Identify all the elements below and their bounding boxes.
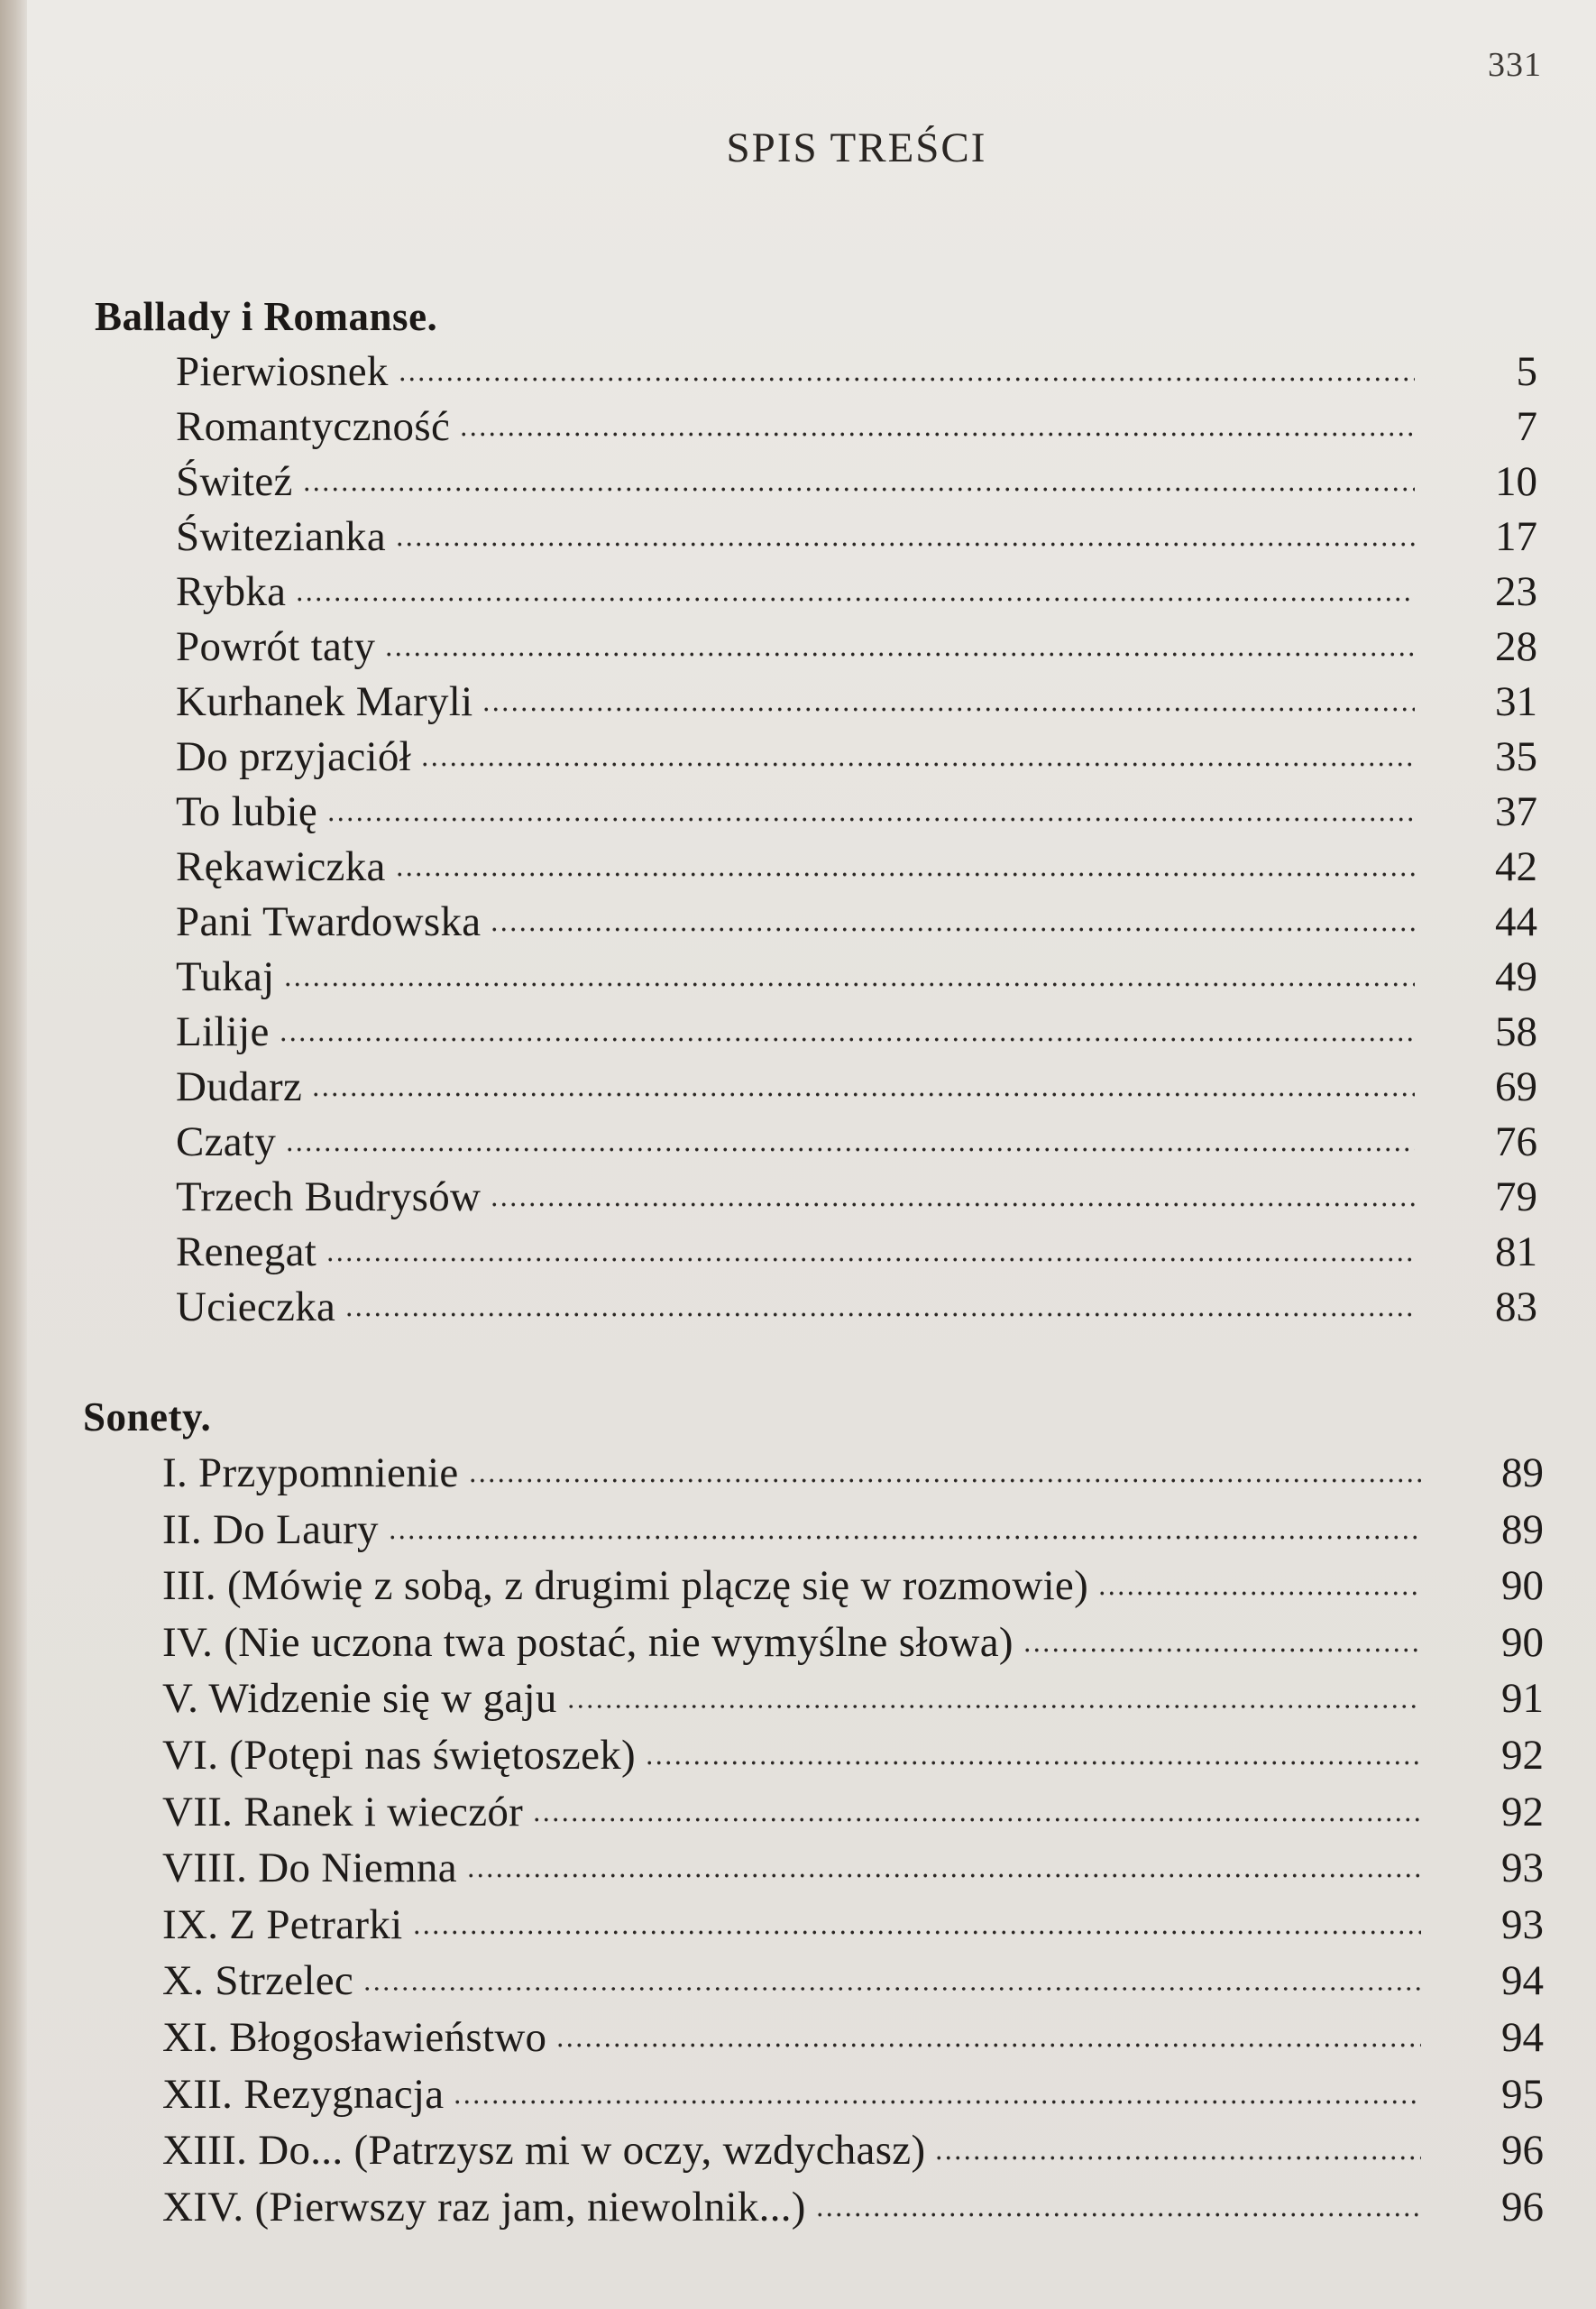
toc-entry-title: To lubię: [176, 788, 318, 835]
toc-entry-page-number: 35: [1495, 733, 1537, 780]
dot-leader: [388, 1532, 1421, 1542]
dot-leader: [398, 374, 1415, 384]
toc-entry-title: Rybka: [176, 568, 287, 615]
toc-entry-page-number: 7: [1516, 403, 1537, 450]
toc-entry-title: XI. Błogosławieństwo: [162, 2013, 547, 2061]
dot-leader: [645, 1758, 1421, 1768]
dot-leader: [384, 649, 1415, 659]
toc-entry-page-number: 90: [1501, 1562, 1544, 1610]
dot-leader: [285, 1145, 1415, 1154]
toc-entry-page-number: 44: [1495, 898, 1537, 945]
toc-entry-page-number: 96: [1501, 2127, 1544, 2175]
dot-leader: [344, 1310, 1415, 1320]
toc-entry-title: Świtezianka: [176, 513, 386, 560]
toc-entry-title: Czaty: [176, 1118, 277, 1165]
dot-leader: [555, 2040, 1421, 2050]
dot-leader: [466, 1871, 1421, 1881]
dot-leader: [326, 1255, 1415, 1265]
toc-entry-page-number: 31: [1495, 678, 1537, 725]
toc-entry-title: Do przyjaciół: [176, 733, 411, 780]
dot-leader: [453, 2097, 1421, 2107]
toc-entry-page-number: 93: [1501, 1844, 1544, 1892]
toc-entry-title: Powrót taty: [176, 623, 376, 670]
toc-entry-page-number: 94: [1501, 1957, 1544, 2005]
toc-entry-title: III. (Mówię z sobą, z drugimi plączę się w rozmowie): [162, 1562, 1089, 1610]
toc-entry: [83, 2122, 1544, 2179]
toc-entry: [95, 1225, 1537, 1280]
toc-entry-page-number: 96: [1501, 2183, 1544, 2231]
toc-entry: [83, 1558, 1544, 1614]
toc-entry-title: Renegat: [176, 1228, 317, 1275]
section-sonety: [83, 1389, 1544, 2235]
dot-leader: [459, 429, 1415, 439]
section-heading: Ballady i Romanse.: [95, 294, 438, 339]
toc-entry-title: Kurhanek Maryli: [176, 678, 473, 725]
toc-entry-page-number: 5: [1516, 348, 1537, 395]
toc-entry-title: Świteź: [176, 458, 293, 505]
toc-entry: [95, 895, 1537, 950]
toc-entry-page-number: 28: [1495, 623, 1537, 670]
toc-entry-title: Tukaj: [176, 953, 275, 1000]
dot-leader: [482, 704, 1415, 714]
toc-entry-page-number: 83: [1495, 1283, 1537, 1330]
toc-entry: [95, 620, 1537, 675]
dot-leader: [490, 1200, 1415, 1210]
toc-entry-page-number: 90: [1501, 1618, 1544, 1666]
dot-leader: [362, 1983, 1421, 1993]
dot-leader: [1023, 1645, 1421, 1655]
toc-entry-page-number: 89: [1501, 1449, 1544, 1496]
toc-entry-page-number: 49: [1495, 953, 1537, 1000]
page-number: 331: [1488, 46, 1542, 84]
toc-entry-page-number: 42: [1495, 843, 1537, 890]
toc-entry-title: X. Strzelec: [162, 1957, 354, 2005]
book-page: [27, 0, 1596, 2309]
toc-entry-title: VI. (Potępi nas świętoszek): [162, 1731, 636, 1779]
dot-leader: [566, 1701, 1421, 1711]
dot-leader: [1097, 1588, 1421, 1598]
toc-entry: [83, 1445, 1544, 1502]
toc-entry-title: Ucieczka: [176, 1283, 336, 1330]
dot-leader: [395, 869, 1415, 879]
toc-entry-title: V. Widzenie się w gaju: [162, 1675, 557, 1723]
toc-entry: [83, 2010, 1544, 2066]
toc-entry: [95, 1280, 1537, 1335]
toc-entry-title: Romantyczność: [176, 403, 451, 450]
section-ballady-i-romanse: [95, 289, 1537, 1335]
toc-entry: [95, 1170, 1537, 1225]
toc-entry-page-number: 37: [1495, 788, 1537, 835]
section-heading: Sonety.: [83, 1394, 212, 1440]
toc-entry-title: XIV. (Pierwszy raz jam, niewolnik...): [162, 2183, 806, 2231]
toc-entry: [95, 840, 1537, 895]
toc-entry-page-number: 95: [1501, 2070, 1544, 2118]
dot-leader: [412, 1927, 1421, 1937]
dot-leader: [490, 925, 1415, 934]
toc-entry: [83, 1614, 1544, 1671]
toc-entry: [83, 1953, 1544, 2010]
dot-leader: [279, 1035, 1415, 1044]
toc-entry: [95, 400, 1537, 455]
toc-entry-page-number: 23: [1495, 568, 1537, 615]
toc-entry-title: XIII. Do... (Patrzysz mi w oczy, wzdychasz): [162, 2127, 926, 2175]
toc-entry-page-number: 92: [1501, 1731, 1544, 1779]
toc-list: [95, 345, 1537, 1335]
toc-entry: [83, 2066, 1544, 2123]
toc-entry-page-number: 92: [1501, 1788, 1544, 1835]
toc-entry: [95, 565, 1537, 620]
toc-entry-title: I. Przypomnienie: [162, 1449, 459, 1496]
toc-entry: [83, 1840, 1544, 1897]
toc-entry: [95, 1060, 1537, 1115]
toc-entry: [95, 785, 1537, 840]
toc-entry: [83, 1784, 1544, 1841]
toc-entry-title: II. Do Laury: [162, 1505, 379, 1553]
toc-entry-title: VII. Ranek i wieczór: [162, 1788, 524, 1835]
toc-entry: [83, 1727, 1544, 1784]
page-title: SPIS TREŚCI: [726, 124, 987, 171]
book-binding-edge: [0, 0, 27, 2309]
toc-entry-page-number: 91: [1501, 1675, 1544, 1723]
toc-entry-title: Pani Twardowska: [176, 898, 482, 945]
dot-leader: [295, 594, 1415, 604]
dot-leader: [468, 1476, 1422, 1486]
toc-entry-page-number: 17: [1495, 513, 1537, 560]
toc-entry-page-number: 94: [1501, 2013, 1544, 2061]
toc-entry-title: VIII. Do Niemna: [162, 1844, 457, 1892]
toc-entry-title: Pierwiosnek: [176, 348, 389, 395]
toc-entry-title: Rękawiczka: [176, 843, 386, 890]
toc-entry: [83, 1670, 1544, 1727]
toc-entry-title: Trzech Budrysów: [176, 1173, 482, 1220]
dot-leader: [283, 980, 1415, 989]
toc-entry: [95, 730, 1537, 785]
toc-entry-title: IX. Z Petrarki: [162, 1900, 403, 1948]
dot-leader: [311, 1090, 1415, 1099]
toc-entry-page-number: 93: [1501, 1900, 1544, 1948]
toc-entry: [83, 1897, 1544, 1954]
toc-entry: [83, 1502, 1544, 1559]
dot-leader: [420, 759, 1415, 769]
toc-entry-page-number: 79: [1495, 1173, 1537, 1220]
dot-leader: [815, 2210, 1421, 2220]
toc-entry-title: IV. (Nie uczona twa postać, nie wymyślne słowa): [162, 1618, 1014, 1666]
toc-entry-page-number: 69: [1495, 1063, 1537, 1110]
toc-entry: [95, 1115, 1537, 1170]
toc-entry-title: XII. Rezygnacja: [162, 2070, 445, 2118]
toc-entry-title: Lilije: [176, 1008, 270, 1055]
dot-leader: [326, 814, 1415, 824]
toc-list: [83, 1445, 1544, 2235]
toc-entry: [95, 950, 1537, 1005]
toc-entry-title: Dudarz: [176, 1063, 303, 1110]
toc-entry-page-number: 81: [1495, 1228, 1537, 1275]
toc-entry: [95, 1005, 1537, 1060]
toc-entry: [95, 345, 1537, 400]
toc-entry: [95, 455, 1537, 510]
toc-entry-page-number: 10: [1495, 458, 1537, 505]
toc-entry-page-number: 76: [1495, 1118, 1537, 1165]
toc-entry: [95, 510, 1537, 565]
dot-leader: [934, 2153, 1421, 2163]
dot-leader: [532, 1815, 1421, 1825]
toc-entry: [83, 2179, 1544, 2236]
toc-entry-page-number: 58: [1495, 1008, 1537, 1055]
dot-leader: [395, 539, 1415, 549]
toc-entry: [95, 675, 1537, 730]
dot-leader: [302, 484, 1415, 494]
toc-entry-page-number: 89: [1501, 1505, 1544, 1553]
